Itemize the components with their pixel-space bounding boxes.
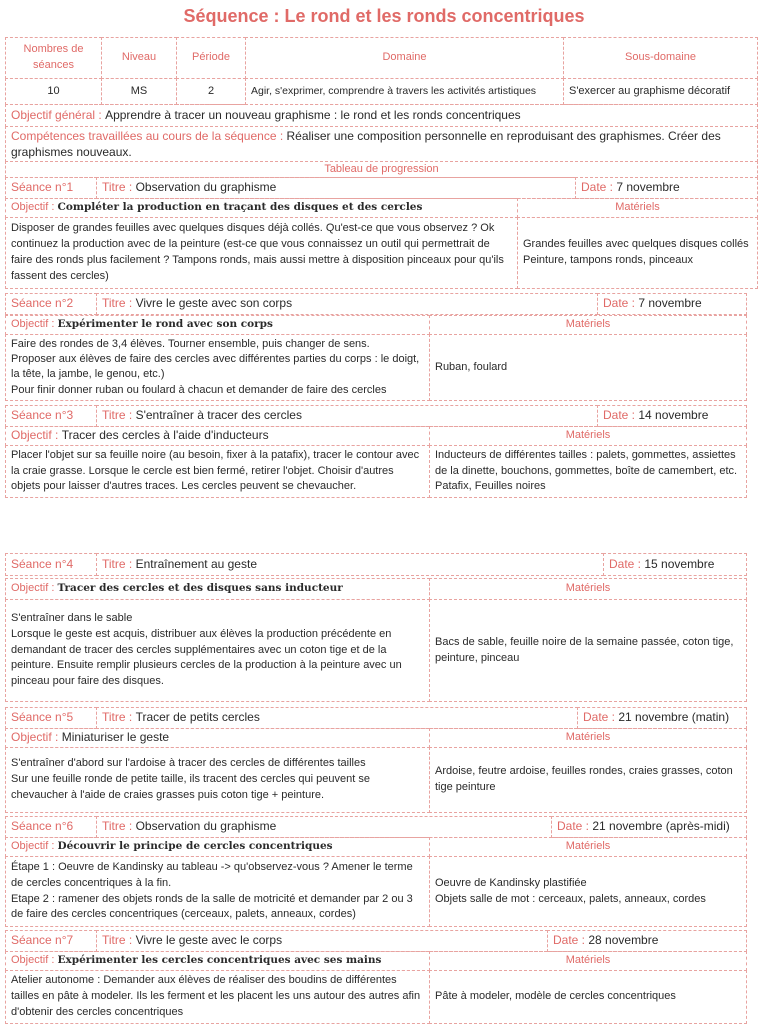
titre-label: Titre : xyxy=(102,556,133,571)
value-domaine: Agir, s'exprimer, comprendre à travers les activités artistiques xyxy=(245,78,564,105)
objectif-general-label: Objectif général : xyxy=(11,107,102,122)
seance-4-titre xyxy=(96,553,604,576)
header-col-periode: Période xyxy=(176,37,246,79)
seance-5-materiels: Ardoise, feutre ardoise, feuilles rondes, craies grasses, coton tige peinture xyxy=(429,747,747,813)
seance-4-materiels: Bacs de sable, feuille noire de la semaine passée, coton tige, peinture, pinceau xyxy=(429,599,747,702)
seance-3-num: Séance n°3 xyxy=(5,405,97,427)
seance-4-titre-text: Entraînement au geste xyxy=(135,556,257,571)
seance-1-date-text: 7 novembre xyxy=(616,180,680,195)
value-periode: 2 xyxy=(176,78,246,105)
seance-6-objectif-text: Découvrir le principe de cercles concentriques xyxy=(57,840,333,853)
tableau-progression-heading: Tableau de progression xyxy=(5,161,758,178)
objectif-label: Objectif : xyxy=(11,582,55,595)
seance-5-deroulement: S'entraîner d'abord sur l'ardoise à tracer des cercles de différentes tailles Sur une feuille ronde de petite taille, ils tracent des cercles qui peuvent se chevaucher à l'aide de craies grasses puis coton tige + peinture. xyxy=(5,747,430,813)
seance-3-objectif-text: Tracer des cercles à l'aide d'inducteurs xyxy=(61,428,269,443)
seance-2-titre xyxy=(96,293,598,315)
seance-5-date-text: 21 novembre (matin) xyxy=(618,710,730,725)
date-label: Date : xyxy=(603,408,636,423)
seance-5-objectif xyxy=(5,728,430,748)
seance-1-num: Séance n°1 xyxy=(5,177,97,199)
seance-2-materiels-header: Matériels xyxy=(429,315,747,335)
seance-3-deroulement: Placer l'objet sur sa feuille noire (au besoin, fixer à la patafix), tracer le contour avec la craie grasse. Lorsque le cercle est bien fermé, retirer l'objet. Choisir d'autres objets pour laisser d'autres traces. Les cercles peuvent se chevaucher. xyxy=(5,445,430,498)
header-col-seances: Nombres de séances xyxy=(5,37,102,79)
seance-6-num: Séance n°6 xyxy=(5,816,97,838)
seance-5-titre xyxy=(96,707,578,729)
seance-2-objectif xyxy=(5,315,430,335)
objectif-general-text: Apprendre à tracer un nouveau graphisme : le rond et les ronds concentriques xyxy=(105,107,521,122)
date-label: Date : xyxy=(603,296,636,311)
value-seances: 10 xyxy=(5,78,102,105)
value-sousdomaine: S'exercer au graphisme décoratif xyxy=(563,78,758,105)
seance-6-materiels-header: Matériels xyxy=(429,837,747,857)
header-col-sousdomaine: Sous-domaine xyxy=(563,37,758,79)
seance-7-deroulement: Atelier autonome : Demander aux élèves de réaliser des boudins de différentes tailles en pâte à modeler. Ils les ferment et les placent les uns autour des autres afin d'obtenir des cercles concentriques xyxy=(5,970,430,1024)
page-title: Séquence : Le rond et les ronds concentriques xyxy=(183,6,585,26)
objectif-general xyxy=(5,104,758,127)
date-label: Date : xyxy=(609,556,642,571)
objectif-label: Objectif : xyxy=(11,840,55,853)
seance-2-deroulement: Faire des rondes de 3,4 élèves. Tourner ensemble, puis changer de sens. Proposer aux élèves de faire des cercles avec différentes parties du corps : le doigt, la tête, la jambe, le genou, etc.) Pour finir donner ruban ou foulard à chacun et demander de faire des cercles xyxy=(5,334,430,401)
seance-3-date-text: 14 novembre xyxy=(638,408,709,423)
seance-7-titre xyxy=(96,930,548,952)
titre-label: Titre : xyxy=(102,819,133,834)
seance-6-deroulement: Étape 1 : Oeuvre de Kandinsky au tableau -> qu'observez-vous ? Amener le terme de cercles concentriques à la fin. Etape 2 : ramener des objets ronds de la salle de motricité et demander par 2 ou 3 de faire des cercles concentriques (cerceaux, palets, anneaux, cordes) xyxy=(5,856,430,927)
date-label: Date : xyxy=(581,180,614,195)
competences-label: Compétences travaillées au cours de la séquence : xyxy=(11,129,284,143)
objectif-label: Objectif : xyxy=(11,201,55,214)
seance-1-materiels: Grandes feuilles avec quelques disques collés Peinture, tampons ronds, pinceaux xyxy=(517,217,758,289)
seance-7-materiels: Pâte à modeler, modèle de cercles concentriques xyxy=(429,970,747,1024)
seance-2-objectif-text: Expérimenter le rond avec son corps xyxy=(57,318,273,331)
seance-7-date xyxy=(547,930,747,952)
seance-7-titre-text: Vivre le geste avec le corps xyxy=(135,933,283,948)
date-label: Date : xyxy=(553,933,586,948)
seance-5-num: Séance n°5 xyxy=(5,707,97,729)
seance-7-num: Séance n°7 xyxy=(5,930,97,952)
seance-7-objectif-text: Expérimenter les cercles concentriques avec ses mains xyxy=(57,954,382,967)
seance-5-objectif-text: Miniaturiser le geste xyxy=(61,730,170,745)
seance-6-date xyxy=(551,816,747,838)
seance-1-deroulement: Disposer de grandes feuilles avec quelques disques déjà collés. Qu'est-ce que vous observez ? Ok continuez la production avec de la peinture (est-ce que vous connaissez un outil qui permettrait de faire des ronds plus facilement ? Tampons ronds, mais aussi mettre à disposition pinceaux pour qu'ils fassent des cercles) xyxy=(5,217,518,289)
seance-3-date xyxy=(597,405,747,427)
seance-1-objectif xyxy=(5,198,518,218)
seance-2-materiels: Ruban, foulard xyxy=(429,334,747,401)
titre-label: Titre : xyxy=(102,710,133,725)
objectif-label: Objectif : xyxy=(11,730,59,745)
seance-2-date xyxy=(597,293,747,315)
seance-6-titre-text: Observation du graphisme xyxy=(135,819,277,834)
titre-label: Titre : xyxy=(102,408,133,423)
titre-label: Titre : xyxy=(102,933,133,948)
seance-4-date-text: 15 novembre xyxy=(644,556,715,571)
header-col-niveau: Niveau xyxy=(101,37,177,79)
objectif-label: Objectif : xyxy=(11,318,55,331)
seance-5-titre-text: Tracer de petits cercles xyxy=(135,710,260,725)
seance-4-objectif-text: Tracer des cercles et des disques sans inducteur xyxy=(57,582,343,595)
seance-7-objectif xyxy=(5,951,430,971)
objectif-label: Objectif : xyxy=(11,428,59,443)
seance-3-titre-text: S'entraîner à tracer des cercles xyxy=(135,408,302,423)
seance-4-materiels-header: Matériels xyxy=(429,578,747,600)
seance-4-date xyxy=(603,553,747,576)
seance-5-date xyxy=(577,707,747,729)
date-label: Date : xyxy=(583,710,616,725)
seance-2-titre-text: Vivre le geste avec son corps xyxy=(135,296,293,311)
seance-2-num: Séance n°2 xyxy=(5,293,97,315)
seance-1-titre-text: Observation du graphisme xyxy=(135,180,277,195)
seance-6-date-text: 21 novembre (après-midi) xyxy=(592,819,730,834)
date-label: Date : xyxy=(557,819,590,834)
titre-label: Titre : xyxy=(102,296,133,311)
titre-label: Titre : xyxy=(102,180,133,195)
seance-3-titre xyxy=(96,405,598,427)
seance-1-objectif-text: Compléter la production en traçant des disques et des cercles xyxy=(57,201,423,214)
seance-3-materiels-header: Matériels xyxy=(429,426,747,446)
seance-4-deroulement: S'entraîner dans le sable Lorsque le geste est acquis, distribuer aux élèves la production précédente en demandant de tracer des cercles supplémentaires avec un coton tige et de la peinture. Ensuite remplir plusieurs cercles de la production à la peinture avec un pinceau pour faire des disques. xyxy=(5,599,430,702)
seance-1-date xyxy=(575,177,758,199)
seance-7-materiels-header: Matériels xyxy=(429,951,747,971)
seance-1-materiels-header: Matériels xyxy=(517,198,758,218)
competences xyxy=(5,126,758,162)
seance-6-objectif xyxy=(5,837,430,857)
value-niveau: MS xyxy=(101,78,177,105)
seance-5-materiels-header: Matériels xyxy=(429,728,747,748)
seance-7-date-text: 28 novembre xyxy=(588,933,659,948)
seance-3-objectif xyxy=(5,426,430,446)
seance-6-titre xyxy=(96,816,552,838)
header-col-domaine: Domaine xyxy=(245,37,564,79)
seance-2-date-text: 7 novembre xyxy=(638,296,702,311)
competences-text: Réaliser une composition personnelle en reproduisant des graphismes. Créer des graphismes nouveaux. xyxy=(11,129,721,159)
objectif-label: Objectif : xyxy=(11,954,55,967)
seance-4-num: Séance n°4 xyxy=(5,553,97,576)
seance-1-titre xyxy=(96,177,576,199)
seance-3-materiels: Inducteurs de différentes tailles : palets, gommettes, assiettes de la dinette, bouchons, gommettes, boîte de camembert, etc. Patafix, Feuilles noires xyxy=(429,445,747,498)
seance-6-materiels: Oeuvre de Kandinsky plastifiée Objets salle de mot : cerceaux, palets, anneaux, cordes xyxy=(429,856,747,927)
seance-4-objectif xyxy=(5,578,430,600)
